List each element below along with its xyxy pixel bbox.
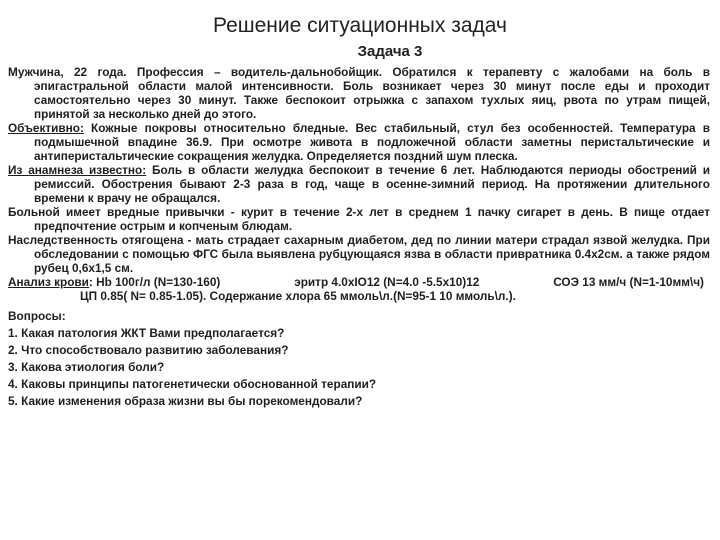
question-item: 2. Что способствовало развитию заболевания? bbox=[8, 343, 289, 357]
objective-label: Объективно: bbox=[8, 121, 84, 135]
blood-erythrocytes: эритр 4.0хIO12 (N=4.0 -5.5х10)12 bbox=[294, 275, 480, 289]
task-body bbox=[8, 65, 710, 411]
task-subtitle: Задача 3 bbox=[357, 43, 423, 60]
blood-analysis-line2: ЦП 0.85( N= 0.85-1.05). Содержание хлора 65 ммоль\л.(N=95-1 10 ммоль\л.). bbox=[80, 289, 516, 303]
complaint-paragraph: Мужчина, 22 года. Профессия – водитель-дальнобойщик. Обратился к терапевту с жалобами на боль в эпигастральной области малой интенсивности. Боль возникает через 30 минут после еды и проходит самостоятельно через 30 минут. Также беспокоит отрыжка с запахом тухлых яиц, рвота по утрам пищей, принятой за несколько дней до этого. bbox=[8, 65, 710, 121]
question-item: 1. Какая патология ЖКТ Вами предполагается? bbox=[8, 326, 285, 340]
question-item: 3. Какова этиология боли? bbox=[8, 360, 165, 374]
objective-text: Кожные покровы относительно бледные. Вес стабильный, стул без особенностей. Температура в подмышечной впадине 36.9. При осмотре живота в подложечной области заметны перистальтические и антиперистальтические сокращения желудка. Определяется поздний шум плеска. bbox=[34, 121, 710, 163]
blood-hb-value: : Hb 100г/л (N=130-160) bbox=[88, 275, 221, 289]
objective-paragraph bbox=[8, 121, 710, 163]
blood-esr: СОЭ 13 мм/ч (N=1-10мм\ч) bbox=[553, 275, 704, 289]
blood-hb bbox=[8, 275, 220, 289]
anamnesis-label: Из анамнеза известно: bbox=[8, 163, 147, 177]
anamnesis-text: Боль в области желудка беспокоит в течение 6 лет. Наблюдаются периоды обострений и ремиссий. Обострения бывают 2-3 раза в год, чаще в осенне-зимний период. На протяжении длительного времени к врачу не обращался. bbox=[34, 163, 710, 205]
anamnesis-paragraph bbox=[8, 163, 710, 205]
page-title: Решение ситуационных задач bbox=[213, 14, 507, 37]
question-item: 4. Каковы принципы патогенетически обоснованной терапии? bbox=[8, 377, 377, 391]
blood-label: Анализ крови bbox=[8, 275, 89, 289]
blood-analysis-row bbox=[8, 275, 710, 289]
heredity-paragraph: Наследственность отягощена - мать страдает сахарным диабетом, дед по линии матери страдал язвой желудка. При обследовании с помощью ФГС была выявлена рубцующаяся язва в области привратника 0.4х2см. а также рядом рубец 0,6х1,5 см. bbox=[8, 233, 710, 275]
habits-paragraph: Больной имеет вредные привычки - курит в течение 2-х лет в среднем 1 пачку сигарет в день. В пище отдает предпочтение острым и копченым блюдам. bbox=[8, 205, 710, 233]
question-item: 5. Какие изменения образа жизни вы бы порекомендовали? bbox=[8, 394, 363, 408]
questions-heading: Вопросы: bbox=[8, 309, 66, 323]
